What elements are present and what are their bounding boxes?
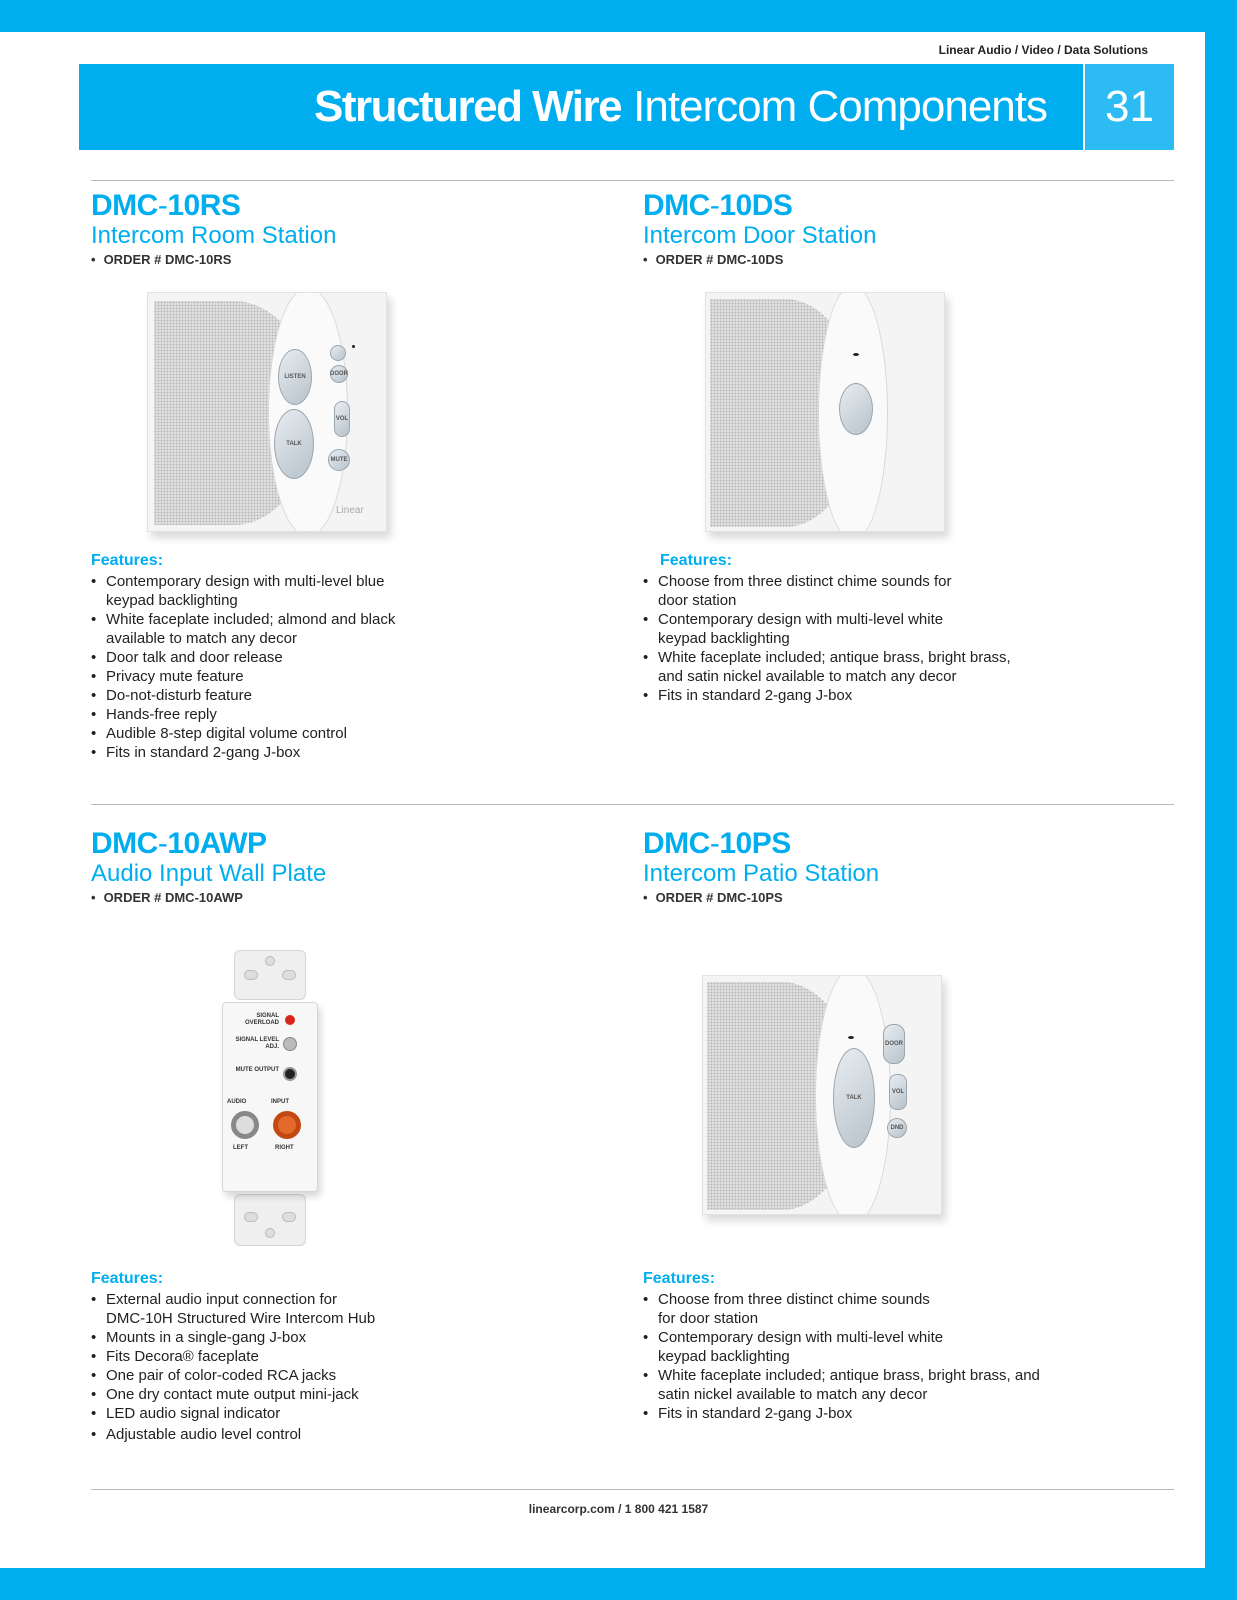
- feature-item: • Choose from three distinct chime sounds for: [643, 572, 1103, 591]
- model-title: DMC-10DS: [643, 189, 793, 222]
- title-bar: [79, 64, 1083, 150]
- door-station-image: [705, 292, 945, 532]
- feature-item: • Choose from three distinct chime sounds: [643, 1290, 1113, 1309]
- model-title: DMC-10PS: [643, 827, 791, 860]
- title-light: Intercom Components: [633, 82, 1047, 131]
- mount-hole: [265, 1228, 275, 1238]
- feature-item: available to match any decor: [106, 630, 297, 647]
- feature-item: door station: [658, 592, 737, 609]
- features-list: [91, 1290, 531, 1444]
- bottom-border: [0, 1568, 1237, 1600]
- right-border: [1205, 0, 1237, 1600]
- features-heading: Features:: [91, 1270, 164, 1287]
- feature-item: • Fits Decora® faceplate: [91, 1347, 531, 1366]
- microphone-slot: [853, 353, 859, 356]
- order-number: • ORDER # DMC-10DS: [643, 252, 784, 267]
- chime-button: [839, 383, 873, 435]
- top-border: [0, 0, 1237, 32]
- feature-item: for door station: [658, 1310, 759, 1327]
- features-list: [91, 572, 531, 762]
- feature-item: • White faceplate included; almond and black: [91, 610, 531, 629]
- feature-item: • Audible 8-step digital volume control: [91, 724, 531, 743]
- wall-plate-image: [220, 950, 320, 1246]
- signal-level-label: SIGNAL LEVEL ADJ.: [235, 1037, 279, 1050]
- room-station-image: [147, 292, 387, 532]
- feature-item: keypad backlighting: [106, 592, 238, 609]
- gear-icon: [330, 345, 346, 361]
- mount-slot: [282, 970, 296, 980]
- feature-item: • Fits in standard 2-gang J-box: [643, 1404, 1113, 1423]
- feature-item: • LED audio signal indicator: [91, 1404, 531, 1423]
- mute-output-label: MUTE OUTPUT: [235, 1067, 279, 1073]
- title-bold: Structured Wire: [313, 82, 622, 131]
- product-dmc-10ps: [643, 828, 1163, 905]
- footer-divider: [91, 1489, 1174, 1490]
- mount-hole: [265, 956, 275, 966]
- mount-slot: [282, 1212, 296, 1222]
- features-list: [643, 572, 1103, 705]
- left-label: LEFT: [233, 1145, 248, 1151]
- feature-item: • Fits in standard 2-gang J-box: [643, 686, 1103, 705]
- product-dmc-10rs: [91, 190, 611, 267]
- feature-item: • White faceplate included; antique brass, bright brass, and: [643, 1366, 1113, 1385]
- product-subtitle: Audio Input Wall Plate: [91, 860, 327, 887]
- volume-rocker: VOL: [334, 401, 350, 437]
- talk-button: TALK: [274, 409, 314, 479]
- door-button: DOOR: [883, 1024, 905, 1064]
- mute-button: MUTE: [328, 449, 350, 471]
- features-list: [643, 1290, 1113, 1423]
- feature-item: • Mounts in a single-gang J-box: [91, 1328, 531, 1347]
- talk-button: TALK: [833, 1048, 875, 1148]
- feature-item: and satin nickel available to match any decor: [658, 668, 957, 685]
- feature-item: • Contemporary design with multi-level white: [643, 610, 1103, 629]
- page-number: 31: [1085, 64, 1174, 150]
- door-button: DOOR: [330, 365, 348, 383]
- mute-jack: [283, 1067, 297, 1081]
- level-knob: [283, 1037, 297, 1051]
- feature-item: • Do-not-disturb feature: [91, 686, 531, 705]
- product-subtitle: Intercom Door Station: [643, 222, 877, 249]
- feature-item: keypad backlighting: [658, 1348, 790, 1365]
- audio-label: AUDIO: [227, 1099, 247, 1105]
- section-divider: [91, 804, 1174, 805]
- feature-item: • Privacy mute feature: [91, 667, 531, 686]
- feature-item: DMC-10H Structured Wire Intercom Hub: [106, 1310, 376, 1327]
- section-divider: [91, 180, 1174, 181]
- rca-left-jack: [231, 1111, 259, 1139]
- feature-item: • One dry contact mute output mini-jack: [91, 1385, 531, 1404]
- mount-slot: [244, 970, 258, 980]
- dnd-button: DND: [887, 1118, 907, 1138]
- product-subtitle: Intercom Room Station: [91, 222, 337, 249]
- feature-item: • Door talk and door release: [91, 648, 531, 667]
- status-led: [352, 345, 355, 348]
- feature-item: • Contemporary design with multi-level white: [643, 1328, 1113, 1347]
- feature-item: keypad backlighting: [658, 630, 790, 647]
- features-heading: Features:: [660, 552, 733, 569]
- plate-face: [222, 1002, 318, 1192]
- order-number: • ORDER # DMC-10RS: [91, 252, 232, 267]
- microphone-slot: [848, 1036, 854, 1039]
- product-dmc-10awp: [91, 828, 611, 905]
- listen-button: LISTEN: [278, 349, 312, 405]
- feature-item: • White faceplate included; antique brass, bright brass,: [643, 648, 1103, 667]
- feature-item: • Fits in standard 2-gang J-box: [91, 743, 531, 762]
- mount-slot: [244, 1212, 258, 1222]
- features-heading: Features:: [91, 552, 164, 569]
- product-subtitle: Intercom Patio Station: [643, 860, 880, 887]
- feature-item: satin nickel available to match any decor: [658, 1386, 928, 1403]
- brand-line: Linear Audio / Video / Data Solutions: [938, 43, 1148, 57]
- feature-item: • External audio input connection for: [91, 1290, 531, 1309]
- features-heading: Features:: [643, 1270, 716, 1287]
- volume-rocker: VOL: [889, 1074, 907, 1110]
- right-label: RIGHT: [275, 1145, 294, 1151]
- signal-overload-label: SIGNAL OVERLOAD: [244, 1013, 279, 1026]
- feature-item: • Contemporary design with multi-level blue: [91, 572, 531, 591]
- feature-item: • One pair of color-coded RCA jacks: [91, 1366, 531, 1385]
- order-number: • ORDER # DMC-10PS: [643, 890, 783, 905]
- footer-contact: linearcorp.com / 1 800 421 1587: [528, 1502, 709, 1516]
- product-dmc-10ds: [643, 190, 1163, 267]
- input-label: INPUT: [271, 1099, 289, 1105]
- logo-text: Linear: [336, 505, 364, 516]
- order-number: • ORDER # DMC-10AWP: [91, 890, 243, 905]
- feature-item: • Adjustable audio level control: [91, 1425, 531, 1444]
- patio-station-image: [702, 975, 942, 1215]
- feature-item: • Hands-free reply: [91, 705, 531, 724]
- rca-right-jack: [273, 1111, 301, 1139]
- model-title: DMC-10AWP: [91, 827, 267, 860]
- overload-led: [285, 1015, 295, 1025]
- model-title: DMC-10RS: [91, 189, 241, 222]
